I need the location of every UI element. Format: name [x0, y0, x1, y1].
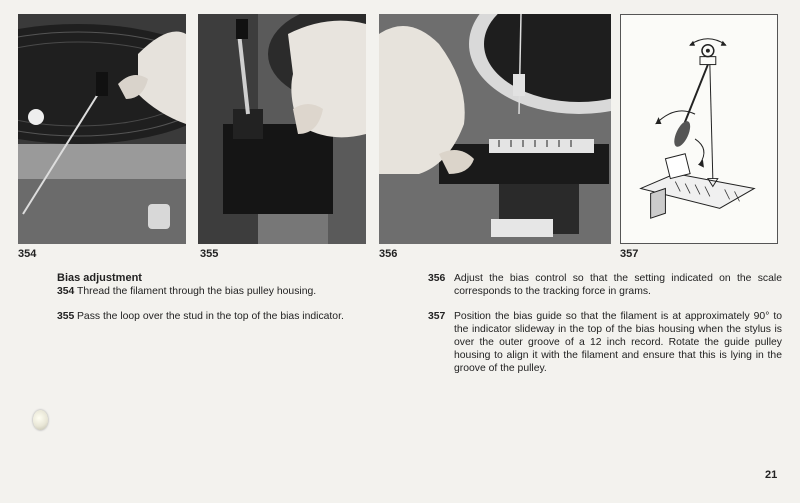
- step-number: 356: [428, 273, 446, 284]
- step-number: 355: [57, 311, 75, 322]
- figure-number-355: 355: [200, 248, 219, 260]
- figure-number-357: 357: [620, 248, 639, 260]
- step-text: Position the bias guide so that the filament is at approximately 90° to the indicator slideway in the top of the bias housing when the stylus is over the outer groove of a 12 inch record. Rotate the guide pulley housing to align it with the filament and ensure that this is lying in the groove of the pulley.: [454, 311, 782, 374]
- section-heading-bias-adjustment: Bias adjustment: [57, 272, 142, 284]
- photo-356-bias-control: [379, 14, 611, 244]
- figure-number-356: 356: [379, 248, 398, 260]
- diagram-357-bias-guide: [620, 14, 778, 244]
- step-356: [428, 272, 782, 298]
- figure-number-354: 354: [18, 248, 37, 260]
- step-text: Pass the loop over the stud in the top of the bias indicator.: [77, 311, 344, 322]
- photo-354-thread-filament: [18, 14, 186, 244]
- photo-355-loop-over-stud: [198, 14, 366, 244]
- step-357: [428, 310, 782, 375]
- binder-punch-hole: [33, 410, 48, 430]
- step-354: [57, 285, 397, 298]
- page-number: 21: [765, 469, 778, 481]
- step-text: Adjust the bias control so that the setting indicated on the scale corresponds to the tracking force in grams.: [454, 273, 782, 297]
- step-text: Thread the filament through the bias pulley housing.: [77, 286, 317, 297]
- step-355: [57, 310, 397, 323]
- step-number: 357: [428, 311, 446, 322]
- step-number: 354: [57, 286, 75, 297]
